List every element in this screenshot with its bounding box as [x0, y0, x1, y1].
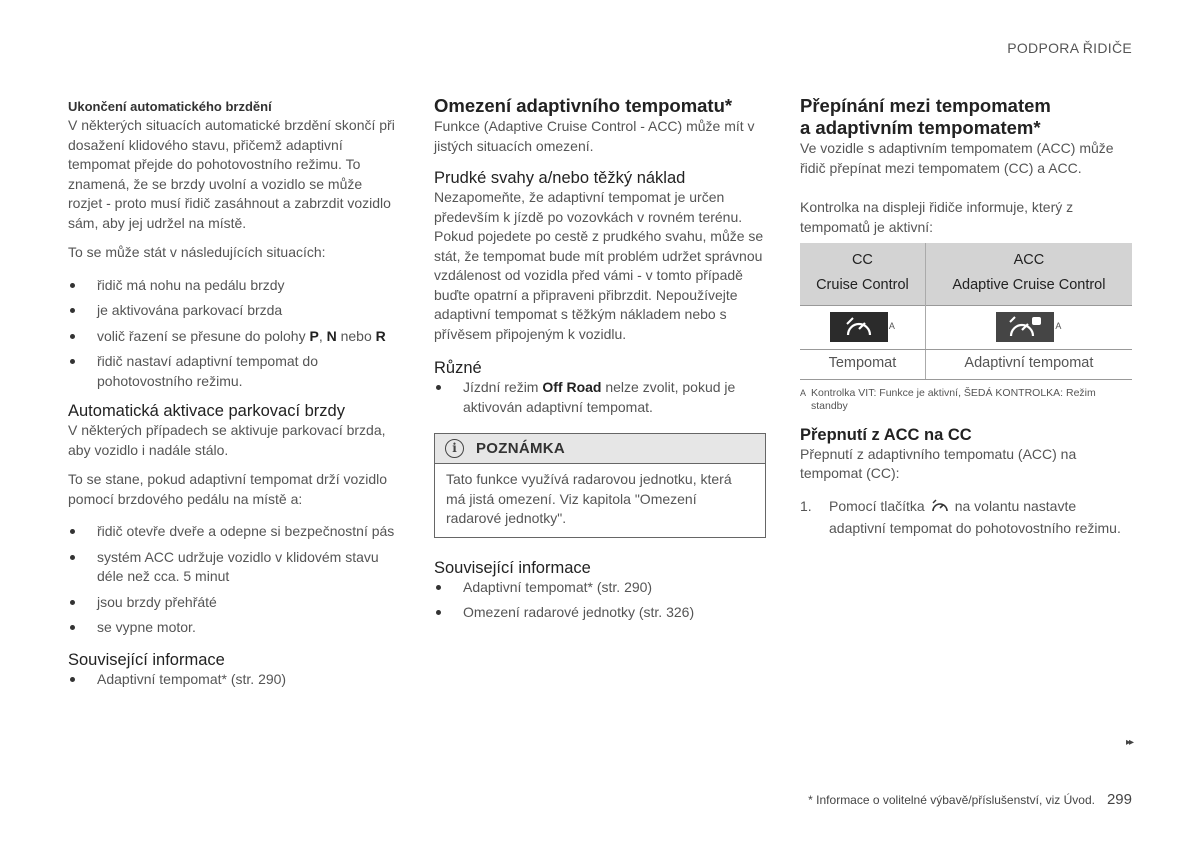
- acc-name: Adaptive Cruise Control: [925, 273, 1132, 305]
- cc-label: Tempomat: [800, 349, 925, 379]
- column-left: [68, 95, 400, 695]
- related-links: [68, 670, 400, 690]
- list-item: se vypne motor.: [68, 618, 400, 638]
- related-links: [434, 578, 766, 623]
- heading-related-info: Související informace: [68, 650, 225, 669]
- paragraph: Funkce (Adaptive Cruise Control - ACC) může mít v jistých situacích omezení.: [434, 118, 755, 154]
- step-item: 1. Pomocí tlačítka na volantu nastavte adaptivní tempomat do pohotovostního režimu.: [800, 497, 1121, 536]
- list-item: volič řazení se přesune do polohy P, N nebo R: [68, 327, 400, 347]
- heading-slopes: Prudké svahy a/nebo těžký náklad: [434, 169, 686, 187]
- list-item: Jízdní režim Off Road nelze zvolit, pokud je aktivován adaptivní tempomat.: [434, 378, 766, 417]
- acc-label: Adaptivní tempomat: [925, 349, 1132, 379]
- continue-arrows-icon: ▸▸: [1125, 737, 1132, 748]
- cc-name: Cruise Control: [800, 273, 925, 305]
- list-item: je aktivována parkovací brzda: [68, 301, 400, 321]
- paragraph: To se může stát v následujících situacích:: [68, 244, 326, 260]
- list-item: řidič nastaví adaptivní tempomat do pohotovostního režimu.: [68, 352, 400, 391]
- related-link[interactable]: Adaptivní tempomat* (str. 290): [68, 670, 400, 690]
- heading-acc-to-cc: Přepnutí z ACC na CC: [800, 425, 972, 444]
- paragraph: Přepnutí z adaptivního tempomatu (ACC) na tempomat (CC):: [800, 445, 1077, 481]
- note-header: [435, 434, 765, 464]
- related-link[interactable]: Omezení radarové jednotky (str. 326): [434, 603, 766, 623]
- steps-list: [800, 497, 1132, 539]
- table-footnote: A Kontrolka VIT: Funkce je aktivní, ŠEDÁ KONTROLKA: Režim standby: [800, 386, 1096, 412]
- list-item: řidič má nohu na pedálu brzdy: [68, 276, 400, 296]
- paragraph: To se stane, pokud adaptivní tempomat drží vozidlo pomocí brzdového pedálu na místě a:: [68, 471, 388, 507]
- page-footer: [808, 791, 1132, 808]
- list-item: jsou brzdy přehřáté: [68, 593, 400, 613]
- heading-end-braking: Ukončení automatického brzdění: [68, 99, 272, 114]
- adaptive-cruise-control-indicator-icon: [996, 312, 1054, 342]
- situations-list: [68, 276, 400, 392]
- cruise-control-button-icon: [930, 498, 950, 520]
- heading-acc-limits: Omezení adaptivního tempomatu*: [434, 95, 733, 116]
- heading-misc: Různé: [434, 359, 482, 377]
- paragraph: V některých situacích automatické brzdění skončí při dosažení klidového stavu, přičemž adaptivní tempomat přejde do pohotovostního režimu. To znamená, že se brzdy uvolní a vozidlo se může rozjet - proto musí řidič zasáhnout a zabrzdit vozidlo sám, aby jej udržel na místě.: [68, 117, 395, 231]
- heading-switching: Přepínání mezi tempomatem a adaptivním tempomatem*: [800, 95, 1051, 138]
- heading-parking-brake: Automatická aktivace parkovací brzdy: [68, 402, 345, 420]
- note-body: Tato funkce využívá radarovou jednotku, která má jistá omezení. Viz kapitola "Omezení radarové jednotky".: [446, 471, 732, 526]
- list-item: řidič otevře dveře a odepne si bezpečnostní pás: [68, 522, 400, 542]
- note-box: [434, 433, 766, 538]
- page-number: 299: [1106, 791, 1132, 808]
- parking-conditions-list: [68, 522, 400, 638]
- info-icon: i: [445, 439, 464, 458]
- acc-abbr: ACC: [925, 243, 1132, 273]
- paragraph: Kontrolka na displeji řidiče informuje, který z tempomatů je aktivní:: [800, 199, 1074, 235]
- column-right: [800, 95, 1132, 539]
- paragraph: Ve vozidle s adaptivním tempomatem (ACC) může řidič přepínat mezi tempomatem (CC) a ACC.: [800, 140, 1114, 176]
- cruise-control-indicator-icon: [830, 312, 888, 342]
- note-title: POZNÁMKA: [476, 439, 566, 457]
- cc-acc-table: CC ACC Cruise Control Adaptive Cruise Control A A Tempomat Adaptivní tempomat: [800, 243, 1132, 380]
- heading-related-info: Související informace: [434, 558, 591, 577]
- related-link[interactable]: Adaptivní tempomat* (str. 290): [434, 578, 766, 598]
- paragraph: V některých případech se aktivuje parkovací brzda, aby vozidlo i nadále stálo.: [68, 422, 386, 458]
- section-header: PODPORA ŘIDIČE: [1007, 40, 1132, 56]
- optional-equipment-note: * Informace o volitelné výbavě/příslušenství, viz Úvod.: [808, 793, 1095, 807]
- paragraph: Nezapomeňte, že adaptivní tempomat je určen především k jízdě po vozovkách v rovném terénu. Pokud pojedete po cestě z prudkého svahu, může se stát, že tempomat bude mít problém udržet správnou vzdálenost od vozidla před vámi - v tomto případě buďte opatrní a připraveni přibrzdit. Nepoužívejte adaptivní tempomat s těžkým nákladem nebo s přívěsem připojeným k vozidlu.: [434, 189, 764, 342]
- column-middle: [434, 95, 766, 629]
- misc-list: [434, 378, 766, 417]
- cc-abbr: CC: [800, 243, 925, 273]
- list-item: systém ACC udržuje vozidlo v klidovém stavu déle než cca. 5 minut: [68, 548, 400, 587]
